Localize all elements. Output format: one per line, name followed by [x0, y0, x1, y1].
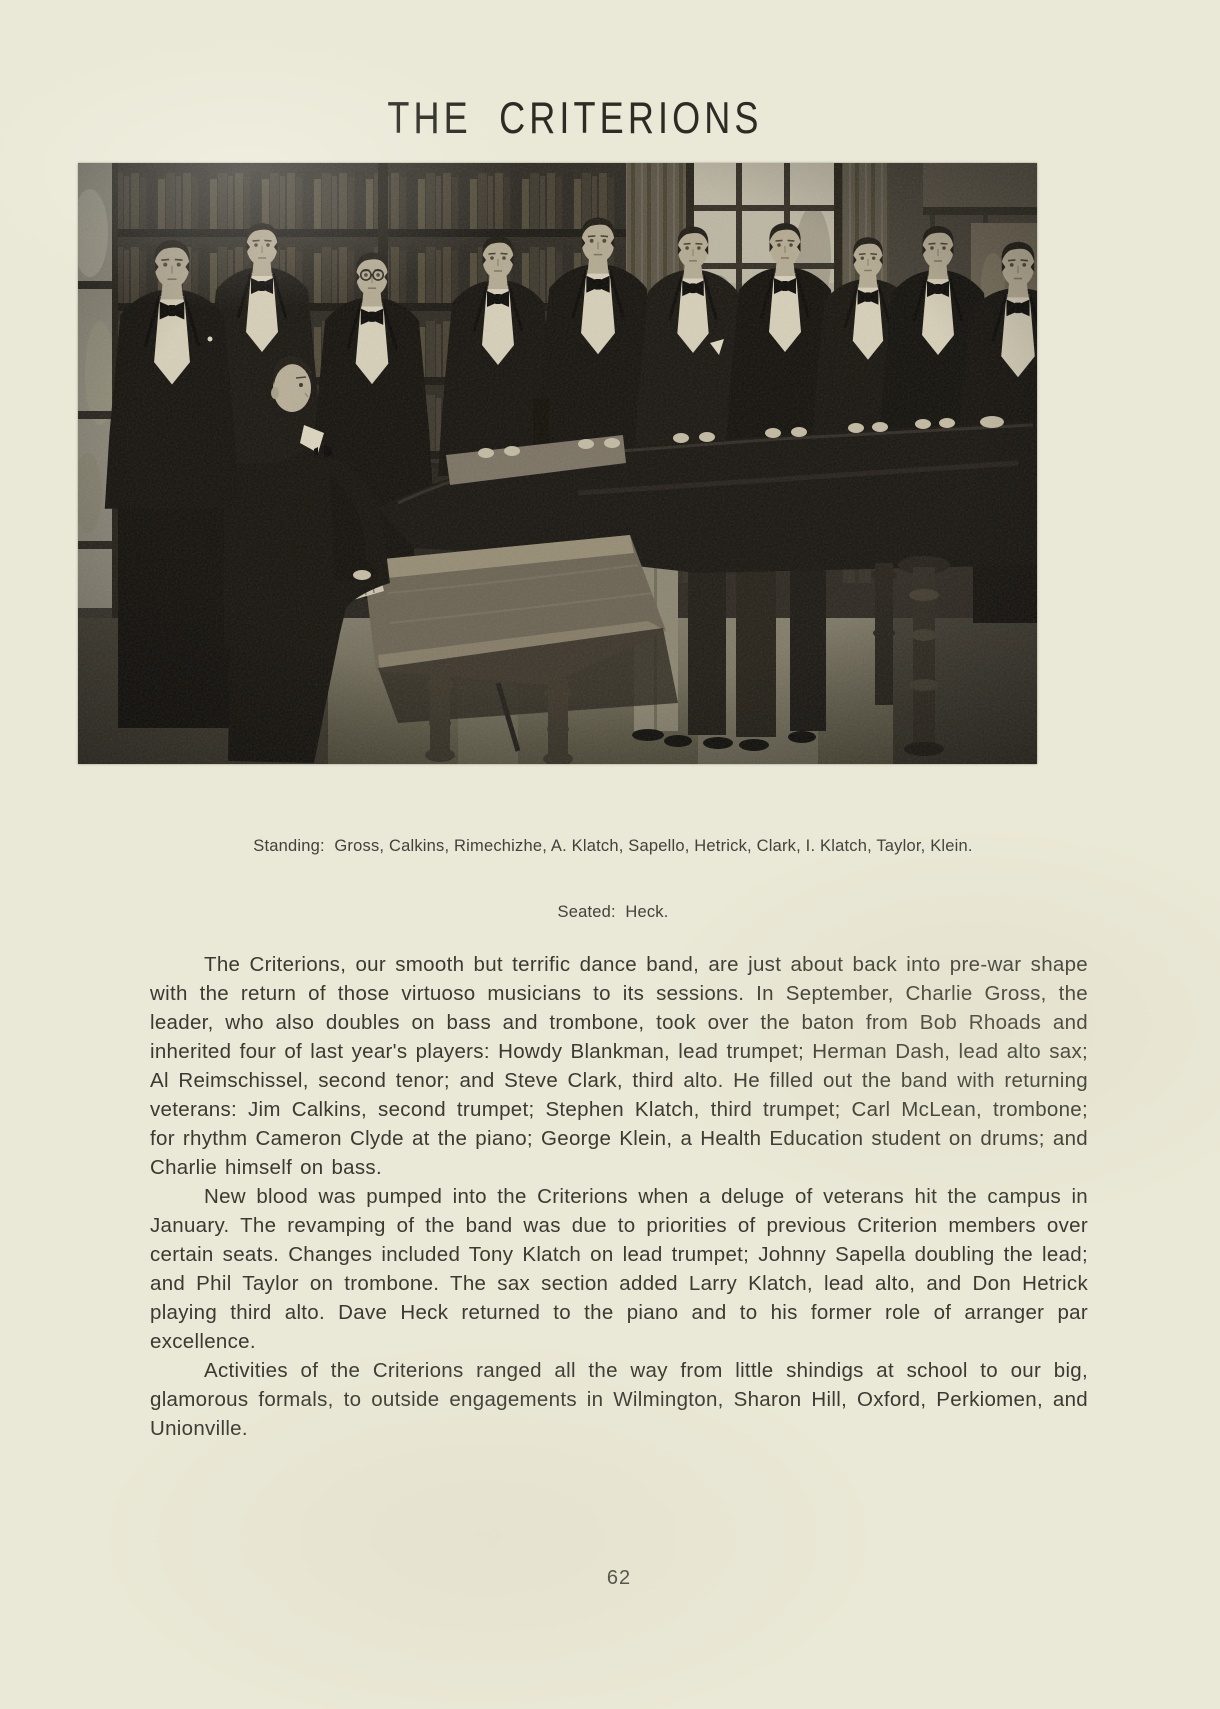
page-number: 62 [606, 1567, 632, 1589]
page-title: THE CRITERIONS [387, 93, 763, 144]
body-paragraph-2: New blood was pumped into the Criterions when a deluge of veterans hit the campus in January. The revamping of the band was due to priorities of previous Criterion members over certain seats. Changes included Tony Klatch on lead trumpet; Johnny Sapella doubling the lead; and Phil Taylor on trombone. The sax section added Larry Klatch, lead alto, and Don Hetrick playing third alto. Dave Heck returned to the piano and to his former role of arranger par excellence. [150, 1185, 1088, 1353]
band-photo [78, 163, 1037, 764]
film-grain-overlay [78, 163, 1037, 764]
band-photo-illustration [78, 163, 1037, 764]
photo-caption-seated: Seated: Heck. [557, 903, 669, 921]
photo-caption [78, 791, 1148, 967]
photo-caption-standing: Standing: Gross, Calkins, Rimechizhe, A. Klatch, Sapello, Hetrick, Clark, I. Klatch, Taylor, Klein. [253, 837, 973, 855]
article-body [150, 950, 1088, 1443]
body-paragraph-3: Activities of the Criterions ranged all the way from little shindigs at school to our big, glamorous formals, to outside engagements in Wilmington, Sharon Hill, Oxford, Perkiomen, and Unionville. [150, 1359, 1088, 1440]
body-paragraph-1: The Criterions, our smooth but terrific dance band, are just about back into pre-war shape with the return of those virtuoso musicians to its sessions. In September, Charlie Gross, the leader, who also doubles on bass and trombone, took over the baton from Bob Rhoads and inherited four of last year's players: Howdy Blankman, lead trumpet; Herman Dash, lead alto sax; Al Reimschissel, second tenor; and Steve Clark, third alto. He filled out the band with returning veterans: Jim Calkins, second trumpet; Stephen Klatch, third trumpet; Carl McLean, trombone; for rhythm Cameron Clyde at the piano; George Klein, a Health Education student on drums; and Charlie himself on bass. [150, 953, 1088, 1179]
